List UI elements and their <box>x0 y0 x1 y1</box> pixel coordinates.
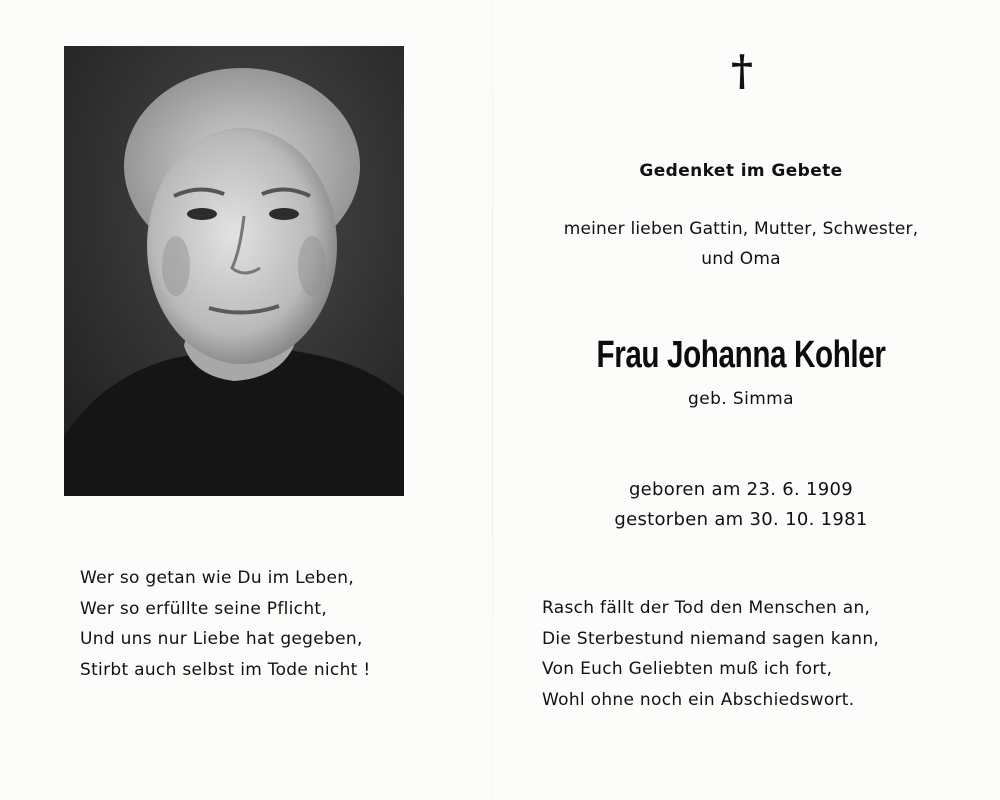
maiden-name: geb. Simma <box>688 389 794 409</box>
heading: Gedenket im Gebete <box>639 161 843 181</box>
life-dates <box>520 475 962 535</box>
portrait-photo <box>64 46 404 496</box>
deceased-name: Frau Johanna Kohler <box>596 334 886 376</box>
fold-line <box>492 0 493 800</box>
poem-left <box>80 563 370 685</box>
intro-line: und Oma <box>701 249 781 269</box>
poem-line: Wer so erfüllte seine Pflicht, <box>80 598 328 619</box>
poem-line: Rasch fällt der Tod den Menschen an, <box>542 598 871 618</box>
poem-line: Wohl ohne noch ein Abschiedswort. <box>542 689 855 710</box>
intro-text <box>520 214 962 274</box>
poem-line: Wer so getan wie Du im Leben, <box>80 568 355 588</box>
poem-right <box>542 593 879 715</box>
poem-line: Und uns nur Liebe hat gegeben, <box>80 629 363 649</box>
intro-line: meiner lieben Gattin, Mutter, Schwester, <box>563 219 919 239</box>
death-date: gestorben am 30. 10. 1981 <box>614 509 868 530</box>
poem-line: Die Sterbestund niemand sagen kann, <box>542 628 880 649</box>
poem-line: Stirbt auch selbst im Tode nicht ! <box>80 659 371 680</box>
poem-line: Von Euch Geliebten muß ich fort, <box>542 659 833 679</box>
birth-date: geboren am 23. 6. 1909 <box>628 479 854 500</box>
cross-icon: † <box>731 46 753 95</box>
